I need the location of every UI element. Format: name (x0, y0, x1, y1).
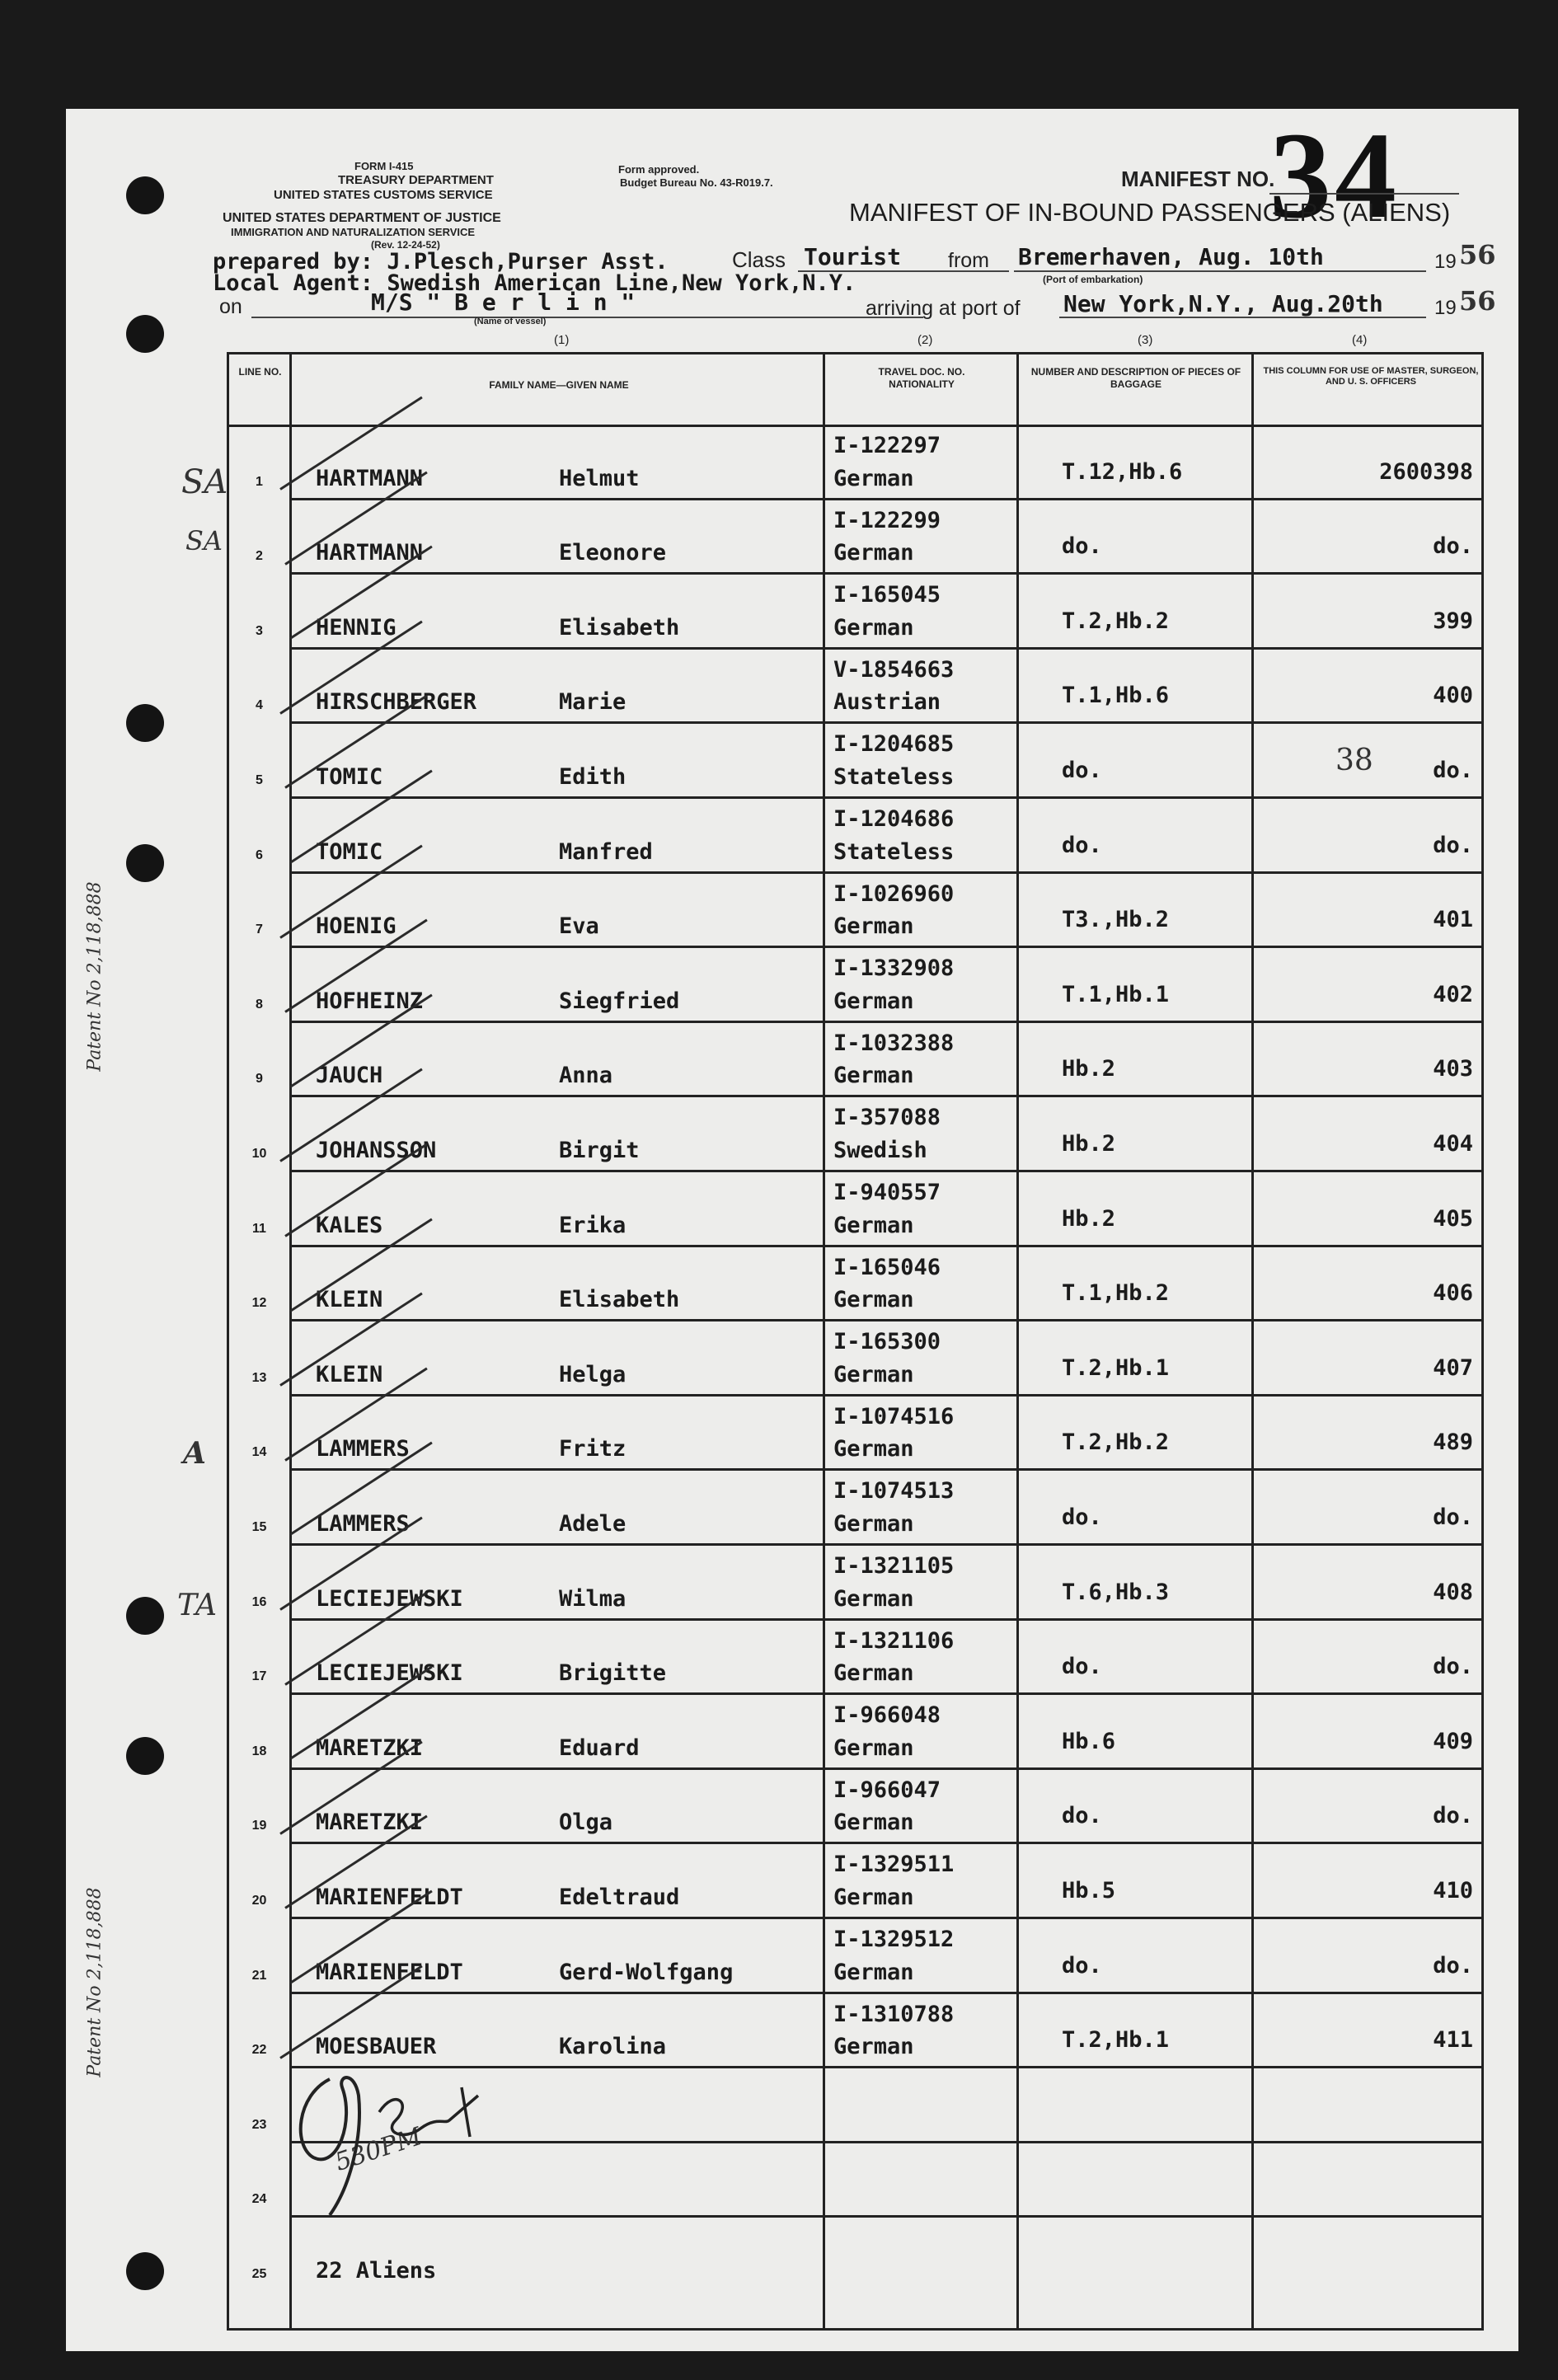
baggage: do. (1062, 1952, 1102, 1979)
given-name: Siegfried (559, 988, 680, 1014)
given-name: Helga (559, 1361, 626, 1387)
officer-entry: 489 (1433, 1429, 1473, 1456)
family-name: LECIEJEWSKI (316, 1660, 463, 1687)
family-name: MARIENFELDT (316, 1884, 463, 1910)
given-name: Edeltraud (559, 1884, 680, 1910)
from-line (1014, 270, 1426, 272)
manifest-no-value: 34 (1269, 109, 1400, 244)
travel-doc-number: I-966048 (833, 1702, 941, 1729)
line-number: 4 (256, 698, 263, 713)
officer-entry: do. (1433, 1803, 1473, 1829)
baggage: do. (1062, 757, 1102, 783)
officer-entry: 409 (1433, 1728, 1473, 1754)
family-name: TOMIC (316, 838, 383, 865)
given-name: Edith (559, 763, 626, 790)
baggage: T.6,Hb.3 (1062, 1579, 1170, 1605)
travel-doc-number: V-1854663 (833, 656, 955, 683)
nationality: German (833, 1585, 914, 1612)
header-line-no: LINE NO. (238, 366, 282, 378)
given-name: Eva (559, 913, 599, 940)
nationality: Stateless (833, 838, 955, 865)
line-number: 18 (251, 1744, 267, 1758)
margin-note-sa-2: SA (185, 525, 223, 556)
vessel-name: M/S " B e r l i n " (371, 289, 636, 316)
arrival-line (1059, 317, 1426, 318)
header-officers: THIS COLUMN FOR USE OF MASTER, SURGEON, AND U. S. OFFICERS (1263, 366, 1479, 387)
travel-doc-number: I-1310788 (833, 2001, 955, 2027)
officer-entry: 401 (1433, 907, 1473, 933)
form-approved: Form approved. (618, 163, 700, 176)
margin-note-ta: TA (177, 1589, 218, 1622)
table-row (229, 649, 1481, 724)
officer-entry: 408 (1433, 1579, 1473, 1605)
binder-hole (126, 176, 164, 214)
line-number: 3 (256, 623, 263, 638)
officer-entry: 411 (1433, 2027, 1473, 2054)
given-name: Karolina (559, 2034, 667, 2060)
given-name: Eduard (559, 1735, 640, 1761)
baggage: T.1,Hb.1 (1062, 981, 1170, 1007)
treasury-department: TREASURY DEPARTMENT (338, 173, 494, 187)
table-row (229, 1620, 1481, 1695)
family-name: HARTMANN (316, 540, 424, 566)
travel-doc-number: I-940557 (833, 1180, 941, 1205)
officer-entry: 400 (1433, 683, 1473, 709)
family-name: LECIEJEWSKI (316, 1585, 463, 1612)
family-name: JAUCH (316, 1063, 383, 1089)
vessel-line (251, 317, 923, 318)
nationality: German (833, 1510, 914, 1537)
table-row (229, 1321, 1481, 1396)
travel-doc-number: I-1026960 (833, 880, 955, 907)
family-name: MARIENFELDT (316, 1959, 463, 1985)
travel-doc-number: I-1204686 (833, 806, 955, 832)
table-row (229, 1545, 1481, 1620)
header-baggage: NUMBER AND DESCRIPTION OF PIECES OF BAGGAGE (1030, 366, 1241, 390)
nationality: German (833, 1436, 914, 1462)
nationality: Austrian (833, 689, 941, 716)
line-number: 2 (256, 549, 263, 564)
officer-entry: 403 (1433, 1056, 1473, 1082)
nationality: German (833, 1810, 914, 1836)
class-label: Class (732, 247, 786, 272)
year-value-2: 56 (1459, 285, 1496, 317)
class-value: Tourist (804, 243, 902, 270)
prepared-by: prepared by: J.Plesch,Purser Asst. (213, 249, 669, 275)
table-row (229, 1843, 1481, 1918)
nationality: German (833, 913, 914, 940)
baggage: T.1,Hb.2 (1062, 1280, 1170, 1307)
baggage: T.1,Hb.6 (1062, 683, 1170, 709)
from-value: Bremerhaven, Aug. 10th (1018, 243, 1324, 270)
form-number: FORM I-415 (354, 160, 414, 172)
year-value-1: 56 (1459, 239, 1496, 270)
baggage: T.2,Hb.2 (1062, 1429, 1170, 1456)
margin-note-sa: SA (181, 463, 228, 501)
nationality: Swedish (833, 1137, 927, 1163)
line-number: 8 (256, 997, 263, 1012)
table-row (229, 1993, 1481, 2068)
signature-note: 530PM (331, 2122, 425, 2177)
travel-doc-number: I-1329512 (833, 1927, 955, 1952)
given-name: Fritz (559, 1436, 626, 1462)
header-travel-doc: TRAVEL DOC. NO. NATIONALITY (878, 366, 965, 390)
officer-entry: do. (1433, 1654, 1473, 1680)
line-number: 25 (251, 2266, 267, 2281)
family-name: HENNIG (316, 614, 397, 641)
given-name: Brigitte (559, 1660, 667, 1687)
family-name: HARTMANN (316, 465, 424, 491)
embarkation-note: (Port of embarkation) (1043, 274, 1143, 285)
family-name: KALES (316, 1212, 383, 1238)
nationality: German (833, 2034, 914, 2060)
travel-doc-number: I-966047 (833, 1777, 941, 1803)
table-row (229, 2217, 1481, 2292)
family-name: HIRSCHBERGER (316, 689, 477, 716)
travel-doc-number: I-165045 (833, 582, 941, 608)
family-name: JOHANSSON (316, 1137, 437, 1163)
family-name: LAMMERS (316, 1436, 410, 1462)
travel-doc-number: I-165300 (833, 1329, 941, 1355)
table-row (229, 873, 1481, 948)
row5-note: 38 (1335, 744, 1373, 777)
nationality: German (833, 1361, 914, 1387)
nationality: German (833, 465, 914, 491)
header-divider (229, 425, 1481, 427)
line-number: 7 (256, 922, 263, 937)
patent-stamp-bottom: Patent No 2,118,888 (84, 1887, 106, 2077)
table-row (229, 1096, 1481, 1171)
table-row (229, 1396, 1481, 1471)
given-name: Elisabeth (559, 1287, 680, 1313)
line-number: 6 (256, 847, 263, 862)
given-name: Anna (559, 1063, 613, 1089)
line-number: 16 (251, 1594, 267, 1609)
officer-entry: do. (1433, 1504, 1473, 1530)
officer-entry: 399 (1433, 608, 1473, 634)
manifest-no-label: MANIFEST NO. (1121, 167, 1275, 191)
line-number: 17 (251, 1669, 267, 1684)
binder-hole (126, 844, 164, 882)
column-number-3: (3) (1138, 333, 1153, 347)
travel-doc-number: I-1032388 (833, 1030, 955, 1056)
officer-entry: do. (1433, 832, 1473, 858)
nationality: Stateless (833, 763, 955, 790)
line-number: 21 (251, 1968, 267, 1983)
nationality: German (833, 988, 914, 1014)
travel-doc-number: I-1329511 (833, 1852, 955, 1878)
baggage: T.2,Hb.1 (1062, 2027, 1170, 2054)
baggage: Hb.6 (1062, 1728, 1116, 1754)
line-number: 10 (251, 1146, 267, 1161)
travel-doc-number: I-1321105 (833, 1553, 955, 1579)
year-prefix-2: 19 (1434, 297, 1457, 319)
given-name: Marie (559, 689, 626, 716)
baggage: do. (1062, 1504, 1102, 1530)
patent-stamp-top: Patent No 2,118,888 (84, 881, 106, 1072)
baggage: T.12,Hb.6 (1062, 458, 1183, 485)
officer-entry: do. (1433, 1952, 1473, 1979)
manifest-page (66, 109, 1518, 2351)
baggage: do. (1062, 1654, 1102, 1680)
given-name: Helmut (559, 465, 640, 491)
table-row (229, 574, 1481, 649)
table-row (229, 1769, 1481, 1844)
justice-department: UNITED STATES DEPARTMENT OF JUSTICE (223, 211, 501, 225)
binder-hole (126, 315, 164, 353)
family-name: MARETZKI (316, 1810, 424, 1836)
nationality: German (833, 614, 914, 641)
column-number-1: (1) (554, 333, 570, 347)
given-name: Eleonore (559, 540, 667, 566)
officer-entry: 402 (1433, 981, 1473, 1007)
header-name: FAMILY NAME—GIVEN NAME (489, 379, 629, 391)
immigration-service: IMMIGRATION AND NATURALIZATION SERVICE (231, 226, 476, 238)
customs-service: UNITED STATES CUSTOMS SERVICE (274, 188, 493, 202)
officer-entry: 410 (1433, 1877, 1473, 1904)
table-row (229, 947, 1481, 1022)
given-name: Birgit (559, 1137, 640, 1163)
nationality: German (833, 1063, 914, 1089)
travel-doc-number: I-1204685 (833, 731, 955, 758)
family-name: 22 Aliens (316, 2257, 437, 2284)
given-name: Manfred (559, 838, 653, 865)
travel-doc-number: I-1321106 (833, 1627, 955, 1654)
from-label: from (948, 249, 989, 272)
table-row (229, 1470, 1481, 1545)
line-number: 12 (251, 1296, 267, 1311)
table-row (229, 798, 1481, 873)
family-name: TOMIC (316, 763, 383, 790)
baggage: Hb.2 (1062, 1130, 1116, 1157)
officer-entry: 405 (1433, 1205, 1473, 1232)
nationality: German (833, 1660, 914, 1687)
binder-hole (126, 2252, 164, 2290)
baggage: Hb.2 (1062, 1056, 1116, 1082)
passenger-table (227, 352, 1484, 2331)
line-number: 20 (251, 1893, 267, 1908)
nationality: German (833, 1884, 914, 1910)
line-number: 13 (251, 1370, 267, 1385)
nationality: German (833, 1959, 914, 1985)
baggage: T.2,Hb.1 (1062, 1354, 1170, 1381)
form-revision: (Rev. 12-24-52) (371, 239, 440, 251)
family-name: HOENIG (316, 913, 397, 940)
binder-hole (126, 1737, 164, 1775)
family-name: LAMMERS (316, 1510, 410, 1537)
table-row (229, 1022, 1481, 1097)
baggage: T3.,Hb.2 (1062, 907, 1170, 933)
officer-entry: 406 (1433, 1280, 1473, 1307)
on-label: on (219, 295, 242, 318)
table-row (229, 1694, 1481, 1769)
column-number-2: (2) (917, 333, 933, 347)
travel-doc-number: I-122297 (833, 433, 941, 458)
column-number-4: (4) (1352, 333, 1368, 347)
officer-entry: 407 (1433, 1354, 1473, 1381)
manifest-title: MANIFEST OF IN-BOUND PASSENGERS (ALIENS) (849, 198, 1451, 227)
family-name: KLEIN (316, 1361, 383, 1387)
arrival-value: New York,N.Y., Aug.20th (1063, 290, 1383, 317)
manifest-no-underline (1269, 193, 1459, 195)
baggage: Hb.5 (1062, 1877, 1116, 1904)
vessel-note: (Name of vessel) (474, 317, 547, 326)
officer-entry: do. (1433, 757, 1473, 783)
table-row (229, 1246, 1481, 1321)
baggage: do. (1062, 832, 1102, 858)
baggage: Hb.2 (1062, 1205, 1116, 1232)
line-number: 9 (256, 1072, 263, 1087)
officer-entry: 404 (1433, 1130, 1473, 1157)
family-name: MARETZKI (316, 1735, 424, 1761)
table-row (229, 723, 1481, 798)
line-number: 23 (251, 2117, 267, 2132)
line-number: 1 (256, 474, 263, 489)
family-name: MOESBAUER (316, 2034, 437, 2060)
budget-bureau: Budget Bureau No. 43-R019.7. (620, 176, 773, 189)
travel-doc-number: I-357088 (833, 1105, 941, 1131)
baggage: do. (1062, 533, 1102, 560)
year-prefix-1: 19 (1434, 251, 1457, 273)
family-name: KLEIN (316, 1287, 383, 1313)
line-number: 11 (252, 1221, 266, 1236)
binder-hole (126, 1597, 164, 1635)
table-row (229, 425, 1481, 500)
given-name: Adele (559, 1510, 626, 1537)
local-agent: Local Agent: Swedish American Line,New York,N.Y. (213, 270, 856, 296)
line-number: 24 (251, 2192, 267, 2207)
nationality: German (833, 1735, 914, 1761)
travel-doc-number: I-165046 (833, 1254, 941, 1280)
table-row (229, 500, 1481, 575)
binder-hole (126, 704, 164, 742)
officer-entry: 2600398 (1379, 458, 1473, 485)
table-row (229, 1171, 1481, 1246)
signature (280, 2063, 544, 2219)
line-number: 15 (251, 1519, 267, 1534)
nationality: German (833, 1287, 914, 1313)
nationality: German (833, 1212, 914, 1238)
baggage: T.2,Hb.2 (1062, 608, 1170, 634)
line-number: 14 (251, 1445, 267, 1460)
line-number: 5 (256, 772, 263, 787)
given-name: Wilma (559, 1585, 626, 1612)
travel-doc-number: I-1332908 (833, 955, 955, 982)
officer-entry: do. (1433, 533, 1473, 560)
nationality: German (833, 540, 914, 566)
line-number: 19 (251, 1819, 267, 1833)
travel-doc-number: I-122299 (833, 507, 941, 533)
given-name: Gerd-Wolfgang (559, 1959, 734, 1985)
arriving-label: arriving at port of (866, 297, 1021, 320)
travel-doc-number: I-1074516 (833, 1403, 955, 1429)
family-name: HOFHEINZ (316, 988, 424, 1014)
table-row (229, 1918, 1481, 1993)
given-name: Olga (559, 1810, 613, 1836)
line-number: 22 (251, 2043, 267, 2058)
given-name: Elisabeth (559, 614, 680, 641)
given-name: Erika (559, 1212, 626, 1238)
travel-doc-number: I-1074513 (833, 1478, 955, 1505)
baggage: do. (1062, 1803, 1102, 1829)
margin-note-a: A (183, 1436, 206, 1471)
